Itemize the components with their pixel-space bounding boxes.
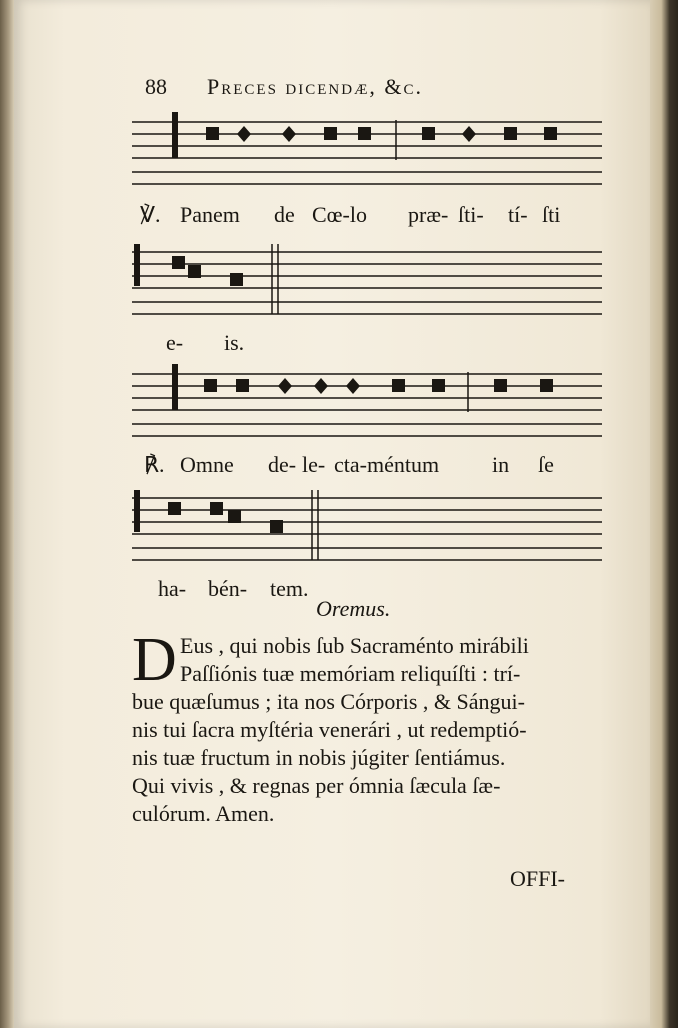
lyric-syllable: is. xyxy=(224,330,245,355)
lyric-syllable: in xyxy=(492,452,510,477)
lyric-syllable: Omne xyxy=(180,452,234,477)
chant-staff-1 xyxy=(132,110,602,190)
response-symbol: ℟. xyxy=(144,452,165,477)
lyric-syllable: e- xyxy=(166,330,184,355)
drop-capital: D xyxy=(132,626,177,694)
lyric-syllable: le- xyxy=(302,452,326,477)
prayer-line: nis tui ſacra myſtéria venerári , ut redemptió- xyxy=(132,717,527,742)
lyric-syllable: bén- xyxy=(208,576,248,601)
prayer-line: culórum. Amen. xyxy=(132,801,275,826)
catchword: OFFI- xyxy=(510,866,566,891)
lyric-syllable: de xyxy=(274,202,295,227)
lyric-syllable: ha- xyxy=(158,576,187,601)
page-number: 88 xyxy=(145,74,167,99)
next-page-edge xyxy=(650,0,678,1028)
chant-staff-4 xyxy=(132,486,602,566)
prayer-line: Paſſiónis tuæ memóriam reliquíſti : trí- xyxy=(180,661,521,686)
lyric-syllable: ſe xyxy=(538,452,554,477)
lyric-syllable: Panem xyxy=(180,202,240,227)
lyric-syllable: de- xyxy=(268,452,297,477)
book-spine-edge xyxy=(0,0,14,1028)
lyric-syllable: ctа-méntum xyxy=(334,452,440,477)
lyric-syllable: Cœ-lo xyxy=(312,202,367,227)
prayer-line: nis tuæ fructum in nobis júgiter ſentiámus. xyxy=(132,745,506,770)
lyric-syllable: tí- xyxy=(508,202,528,227)
oremus-heading: Oremus. xyxy=(316,596,391,621)
chant-staff-3 xyxy=(132,362,602,442)
prayer-line: bue quæſumus ; ita nos Córporis , & Sángui- xyxy=(132,689,525,714)
prayer-line: Eus , qui nobis ſub Sacraménto mirábili xyxy=(180,633,529,658)
page-header xyxy=(145,74,605,104)
prayer-line: Qui vivis , & regnas per ómnia ſæcula ſæ- xyxy=(132,773,501,798)
versicle-symbol: ℣. xyxy=(140,202,161,227)
lyric-syllable: ſti xyxy=(542,202,561,227)
lyric-syllable: præ- xyxy=(408,202,449,227)
lyric-syllable: ſti- xyxy=(458,202,484,227)
chant-staff-2 xyxy=(132,240,602,320)
running-title: Preces dicendæ, &c. xyxy=(207,74,424,99)
lyric-syllable: tem. xyxy=(270,576,309,601)
